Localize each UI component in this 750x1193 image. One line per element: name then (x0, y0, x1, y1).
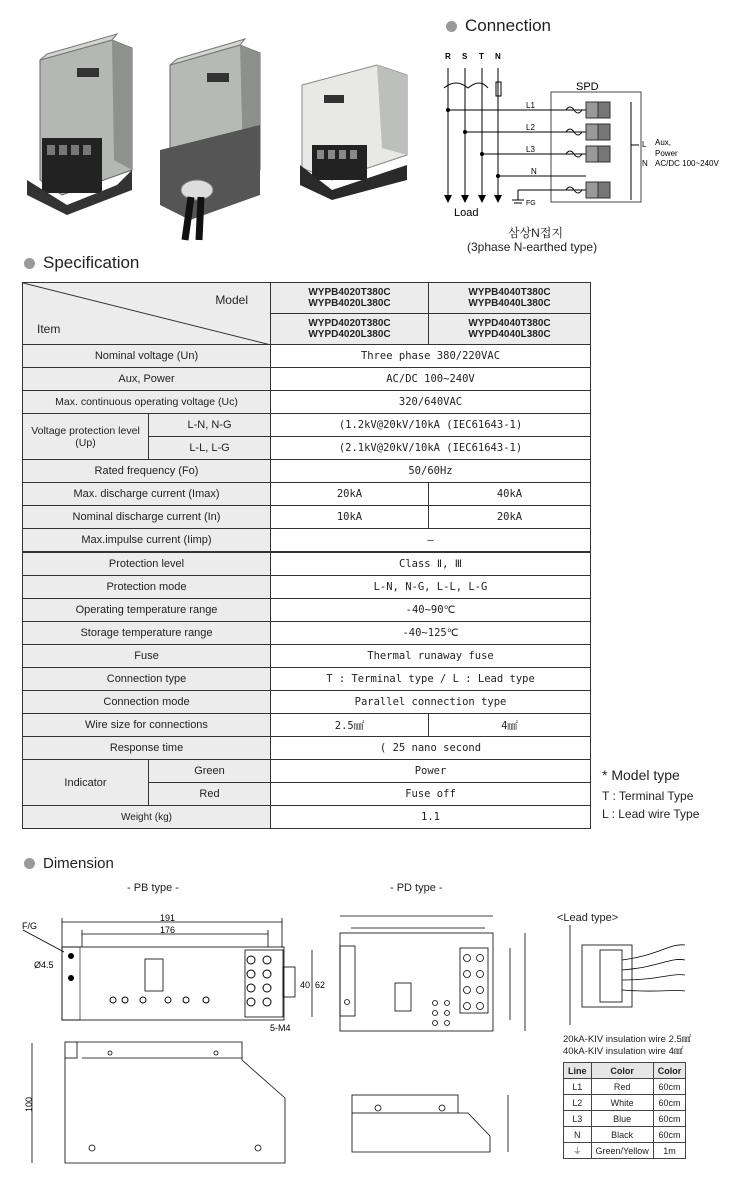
lead-table-header (564, 1063, 686, 1079)
pd-type-label: - PD type - (390, 882, 443, 894)
specification-table (22, 282, 591, 829)
row-label: Fuse (23, 645, 271, 668)
lead-cell: Red (591, 1079, 653, 1095)
dim-m4: 5-M4 (270, 1023, 291, 1032)
row-value: ( 25 nano second (271, 737, 591, 760)
dim-191: 191 (160, 913, 176, 923)
connection-caption-kr: 삼상N접지 (508, 226, 564, 240)
lead-type-label: <Lead type> (557, 912, 619, 924)
table-row (564, 1095, 686, 1111)
row-storage-temp (23, 622, 591, 645)
lead-cell: 60cm (653, 1095, 686, 1111)
model-type-l: L : Lead wire Type (602, 807, 700, 821)
vpl-val-1: (1.2kV@20kV/10kA (IEC61643-1) (271, 414, 591, 437)
row-vpl-1 (23, 414, 591, 437)
wire-note-2: 40kA-KIV insulation wire 4㎟ (563, 1046, 684, 1057)
dimension-heading (24, 855, 114, 872)
table-row (564, 1079, 686, 1095)
row-max-discharge (23, 483, 591, 506)
row-value: 1.1 (271, 806, 591, 829)
row-nominal-discharge (23, 506, 591, 529)
lead-cell: 60cm (653, 1111, 686, 1127)
phase-s: S (462, 52, 468, 61)
pb-front-drawing (20, 912, 330, 1032)
row-connection-mode (23, 691, 591, 714)
lead-cell: L3 (564, 1111, 592, 1127)
table-row (564, 1143, 686, 1159)
dim-fg: F/G (22, 921, 37, 931)
lead-cell: Blue (591, 1111, 653, 1127)
pd-front-drawing (335, 908, 535, 1038)
vpl-sub-1: L-N, N-G (149, 414, 271, 437)
vpl-label (23, 414, 149, 460)
row-value: 320/640VAC (271, 391, 591, 414)
row-wire-size (23, 714, 591, 737)
pd-side-drawing (340, 1090, 520, 1160)
dim-40: 40 (300, 980, 311, 990)
model-label: Model (215, 293, 248, 307)
row-label: Nominal discharge current (In) (23, 506, 271, 529)
table-row (564, 1111, 686, 1127)
row-value-2: 20kA (429, 506, 591, 529)
row-value: 50/60Hz (271, 460, 591, 483)
row-label: Aux, Power (23, 368, 271, 391)
row-label: Weight (kg) (23, 806, 271, 829)
load-label: Load (454, 207, 479, 219)
row-indicator-1 (23, 760, 591, 783)
pb-side-drawing (20, 1038, 310, 1168)
model-wypd4020l: WYPD4020L380C (308, 329, 391, 340)
bullet-icon (24, 858, 35, 869)
row-fuse (23, 645, 591, 668)
row-value: Three phase 380/220VAC (271, 345, 591, 368)
connection-title: Connection (465, 16, 552, 35)
model-type-title: * Model type (602, 767, 680, 783)
row-nominal-voltage (23, 345, 591, 368)
model-col-2-bottom (429, 314, 591, 345)
row-value-1: 20kA (271, 483, 429, 506)
dim-62: 62 (315, 980, 326, 990)
dim-176: 176 (160, 925, 176, 935)
lead-cell: 1m (653, 1143, 686, 1159)
lead-cell: 60cm (653, 1079, 686, 1095)
row-value: -40~125℃ (271, 622, 591, 645)
row-weight (23, 806, 591, 829)
row-protection-level (23, 552, 591, 576)
row-response-time (23, 737, 591, 760)
pb-type-label: - PB type - (127, 882, 179, 894)
row-value: Thermal runaway fuse (271, 645, 591, 668)
row-protection-mode (23, 576, 591, 599)
phase-t: T (479, 52, 484, 61)
model-wypd4040l: WYPD4040L380C (468, 329, 551, 340)
header-model-item (23, 283, 271, 345)
row-operating-temp (23, 599, 591, 622)
row-value-2: 40kA (429, 483, 591, 506)
phase-r: R (445, 52, 451, 61)
lead-cell: L2 (564, 1095, 592, 1111)
row-value-1: 2.5㎟ (271, 714, 429, 737)
row-label: Nominal voltage (Un) (23, 345, 271, 368)
model-type-t: T : Terminal Type (602, 789, 694, 803)
row-label: Rated frequency (Fo) (23, 460, 271, 483)
product-photo-pb-terminal (22, 20, 147, 235)
row-label: Wire size for connections (23, 714, 271, 737)
row-rated-frequency (23, 460, 591, 483)
connection-heading (446, 16, 551, 36)
row-label: Max.impulse current (Iimp) (23, 529, 271, 553)
aux-text-2: Power (655, 149, 678, 158)
row-label: Operating temperature range (23, 599, 271, 622)
model-wypd4040t: WYPD4040T380C (468, 318, 551, 329)
row-value: Class Ⅱ, Ⅲ (271, 552, 591, 576)
specification-heading (24, 253, 139, 273)
row-value: Parallel connection type (271, 691, 591, 714)
lead-cell: 60cm (653, 1127, 686, 1143)
row-aux-power (23, 368, 591, 391)
dim-100: 100 (24, 1096, 34, 1112)
vpl-val-2: (2.1kV@20kV/10kA (IEC61643-1) (271, 437, 591, 460)
row-label: Max. continuous operating voltage (Uc) (23, 391, 271, 414)
line-l2: L2 (526, 123, 535, 132)
row-value: AC/DC 100~240V (271, 368, 591, 391)
aux-text-3: AC/DC 100~240V (655, 159, 719, 168)
lead-cell: White (591, 1095, 653, 1111)
row-max-continuous (23, 391, 591, 414)
lead-cell: L1 (564, 1079, 592, 1095)
dim-d45: Ø4.5 (34, 960, 54, 970)
line-l1: L1 (526, 101, 535, 110)
row-label: Protection mode (23, 576, 271, 599)
row-value: -40~90℃ (271, 599, 591, 622)
item-label: Item (37, 322, 61, 336)
row-label: Response time (23, 737, 271, 760)
row-value-2: 4㎟ (429, 714, 591, 737)
ground-icon: ⏚ (564, 1143, 592, 1159)
connection-caption-en: (3phase N-earthed type) (467, 240, 598, 254)
model-col-1-top (271, 283, 429, 314)
specification-title: Specification (43, 253, 140, 272)
table-row (564, 1127, 686, 1143)
lead-cell: Black (591, 1127, 653, 1143)
fg-label: FG (526, 200, 536, 207)
phase-n: N (495, 52, 501, 61)
aux-l-label: L (642, 140, 647, 149)
spd-label: SPD (576, 81, 599, 93)
lead-cell: Green/Yellow (591, 1143, 653, 1159)
row-label: Protection level (23, 552, 271, 576)
wire-note-1: 20kA-KIV insulation wire 2.5㎟ (563, 1034, 692, 1045)
lead-color-table (563, 1062, 686, 1159)
vpl-sub-2: L-L, L-G (149, 437, 271, 460)
product-photo-pd (292, 60, 417, 205)
vpl-label-1: Voltage protection level (31, 424, 140, 437)
aux-text-1: Aux, (655, 138, 672, 147)
row-value: – (271, 529, 591, 553)
bullet-icon (446, 21, 457, 32)
model-wypb4020l: WYPB4020L380C (308, 298, 391, 309)
connection-diagram (436, 50, 746, 220)
row-label: Max. discharge current (Imax) (23, 483, 271, 506)
product-photo-pb-lead (155, 25, 280, 245)
model-wypb4020t: WYPB4020T380C (308, 287, 391, 298)
row-value: T : Terminal type / L : Lead type (271, 668, 591, 691)
model-col-1-bottom (271, 314, 429, 345)
indicator-val-1: Power (271, 760, 591, 783)
dimension-title: Dimension (43, 855, 114, 872)
line-l3: L3 (526, 145, 535, 154)
model-wypd4020t: WYPD4020T380C (308, 318, 391, 329)
lead-table-head-color: Color (591, 1063, 653, 1079)
row-connection-type (23, 668, 591, 691)
indicator-sub-1: Green (149, 760, 271, 783)
bullet-icon (24, 258, 35, 269)
row-max-impulse (23, 529, 591, 553)
indicator-val-2: Fuse off (271, 783, 591, 806)
model-wypb4040l: WYPB4040L380C (468, 298, 551, 309)
row-value: L-N, N-G, L-L, L-G (271, 576, 591, 599)
vpl-label-2: (Up) (75, 436, 96, 449)
indicator-sub-2: Red (149, 783, 271, 806)
lead-type-drawing (560, 925, 740, 1030)
indicator-label: Indicator (23, 760, 149, 806)
row-label: Connection type (23, 668, 271, 691)
line-n: N (531, 167, 537, 176)
lead-cell: N (564, 1127, 592, 1143)
row-label: Storage temperature range (23, 622, 271, 645)
lead-table-head-color2: Color (653, 1063, 686, 1079)
row-value-1: 10kA (271, 506, 429, 529)
lead-table-head-line: Line (564, 1063, 592, 1079)
aux-n-label: N (642, 159, 648, 168)
model-wypb4040t: WYPB4040T380C (468, 287, 551, 298)
row-label: Connection mode (23, 691, 271, 714)
model-col-2-top (429, 283, 591, 314)
